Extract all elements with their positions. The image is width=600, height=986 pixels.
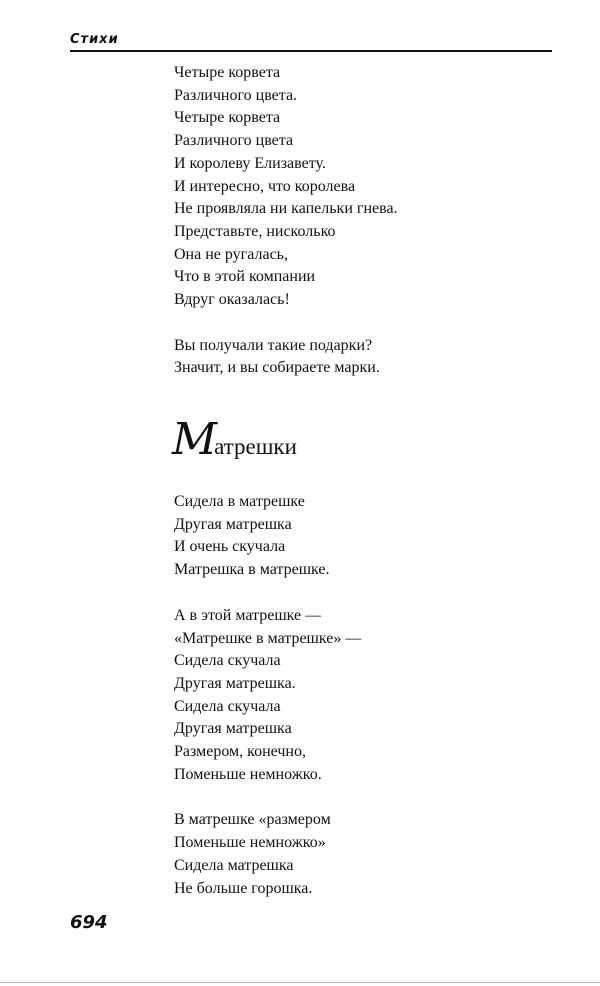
poem-title-rest: атрешки xyxy=(214,434,297,459)
poem-line: Она не ругалась, xyxy=(174,245,288,263)
poem-line: Не больше горошка. xyxy=(174,879,313,897)
poem-line: Четыре корвета xyxy=(174,64,281,81)
poem-line: Вы получали такие подарки? xyxy=(174,336,373,354)
poem-title-initial: М xyxy=(172,414,218,465)
poem-matreshki xyxy=(174,491,534,900)
running-head-title: Стихи xyxy=(70,32,119,47)
poem-line: Поменьше немножко. xyxy=(174,765,322,783)
poem-line: Сидела скучала xyxy=(174,652,281,670)
stanza xyxy=(174,491,534,582)
poem-line: Матрешка в матрешке. xyxy=(174,561,330,579)
header-rule xyxy=(70,50,552,52)
stanza xyxy=(174,605,534,787)
stanza-gap xyxy=(174,582,534,605)
poem-line: Другая матрешка xyxy=(174,515,292,533)
poem-line: Сидела скучала xyxy=(174,697,281,715)
poem-line: Различного цвета. xyxy=(174,86,298,104)
stanza xyxy=(174,809,534,900)
poem-line: Четыре корвета xyxy=(174,109,281,127)
poem-line: В матрешке «размером xyxy=(174,811,331,829)
running-head xyxy=(70,32,552,52)
poem-line: Не проявляла ни капельки гнева. xyxy=(174,200,398,218)
stanza-gap xyxy=(174,786,534,809)
poem-line: Значит, и вы собираете марки. xyxy=(174,359,380,377)
poem-line: И интересно, что королева xyxy=(174,177,356,195)
poem-line: Сидела в матрешке xyxy=(174,493,305,510)
poem-line: И очень скучала xyxy=(174,538,286,556)
poem-title xyxy=(172,412,297,468)
poem-korvety xyxy=(174,62,534,380)
poem-line: Сидела матрешка xyxy=(174,856,294,874)
page-edge-divider xyxy=(0,982,600,983)
poem-line: Вдруг оказалась! xyxy=(174,291,290,309)
page-number: 694 xyxy=(70,912,108,933)
poem-line: Поменьше немножко» xyxy=(174,834,326,852)
poem-line: Другая матрешка. xyxy=(174,674,296,692)
poem-line: Что в этой компании xyxy=(174,268,316,286)
poem-line: «Матрешке в матрешке» — xyxy=(174,629,362,647)
poem-line: А в этой матрешке — xyxy=(174,606,322,624)
stanza xyxy=(174,335,534,380)
poem-line: Различного цвета xyxy=(174,132,294,150)
stanza-gap xyxy=(174,312,534,335)
poem-line: Размером, конечно, xyxy=(174,743,306,761)
poem-line: И королеву Елизавету. xyxy=(174,154,326,172)
poem-line: Представьте, нисколько xyxy=(174,222,336,240)
poem-line: Другая матрешка xyxy=(174,720,292,738)
stanza xyxy=(174,62,534,312)
